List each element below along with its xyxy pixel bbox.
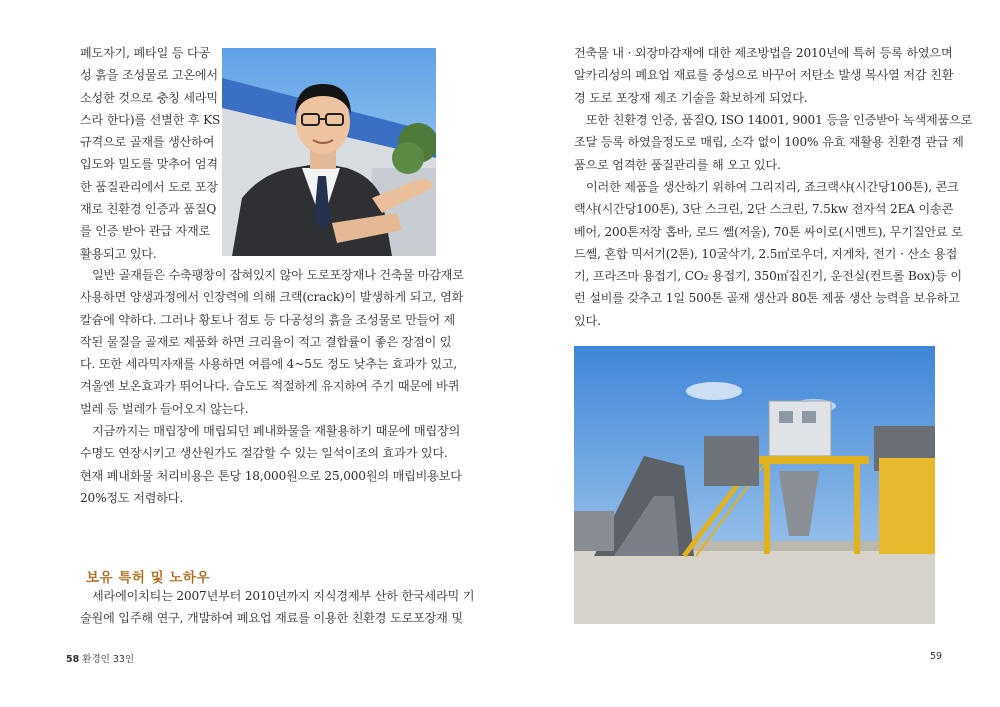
text-line: 드쎌, 혼합 믹서기(2톤), 10굴삭기, 2.5㎥로우더, 지게차, 전기 · 산소 용접 <box>574 246 958 261</box>
text-line: 조달 등록 하였을정도로 매립, 소각 없이 100% 유효 재활용 친환경 관급 제 <box>574 135 964 150</box>
text-line: 를 인증 받아 관급 자재로 <box>80 224 211 239</box>
text-line: 다. 또한 세라믹자재를 사용하면 여름에 4~5도 정도 낮추는 효과가 있고, <box>80 357 458 372</box>
text-line: 스라 한다)를 선별한 후 KS <box>80 112 221 127</box>
paragraph-cost-savings <box>80 420 462 509</box>
text-line: 술원에 입주해 연구, 개발하여 폐요업 재료를 이용한 친환경 도로포장재 및 <box>80 611 463 626</box>
text-line: 작된 물질을 골재로 제품화 하면 크리율이 적고 결합률이 좋은 장점이 있 <box>80 334 452 349</box>
page-number: 59 <box>930 651 943 662</box>
text-line: 활용되고 있다. <box>80 246 157 261</box>
text-line: 세라에이치티는 2007년부터 2010년까지 지식경제부 산하 한국세라믹 기 <box>92 589 475 603</box>
paragraph-patent-continued <box>574 42 954 109</box>
text-line: 벌레 등 벌레가 들어오지 않는다. <box>80 401 249 416</box>
paragraph-certification <box>574 109 973 176</box>
paragraph-ceramic-benefits <box>80 264 464 420</box>
portrait-photo <box>222 48 436 256</box>
text-line: 수명도 연장시키고 생산원가도 절감할 수 있는 일석이조의 효과가 있다. <box>80 446 448 461</box>
text-line: 지금까지는 매립장에 매립되던 폐내화물을 재활용하기 때문에 매립장의 <box>92 424 461 438</box>
page-footer-left <box>66 651 134 665</box>
text-line: 경 도로 포장재 제조 기술을 확보하게 되었다. <box>574 90 808 105</box>
text-line: 한 품질관리에서 도로 포장 <box>80 179 218 194</box>
text-line: 베어, 200톤저장 홉바, 로드 쎌(저울), 70톤 싸이로(시멘트), 무기질안료 로 <box>574 224 963 239</box>
text-line: 있다. <box>574 313 601 328</box>
text-line: 재로 친환경 인증과 품질Q <box>80 202 217 217</box>
text-line: 일반 골재들은 수축팽창이 잡혀있지 않아 도로포장재나 건축물 마감재로 <box>92 268 464 282</box>
text-line: 이러한 제품을 생산하기 위하여 그리지리, 죠크랙샤(시간당100톤), 콘크 <box>586 180 959 194</box>
paragraph-equipment <box>574 176 963 332</box>
text-line: 규격으로 골재를 생산하여 <box>80 135 215 150</box>
book-title: 환경인 33인 <box>82 654 135 665</box>
text-line: 또한 친환경 인증, 품질Q, ISO 14001, 9001 등을 인증받아 녹색제품으로 <box>586 113 973 127</box>
text-line: 사용하면 양생과정에서 인장력에 의해 크랙(crack)이 발생하게 되고, 염화 <box>80 290 464 305</box>
wrap-paragraph <box>80 42 221 265</box>
text-line: 칼슘에 약하다. 그러나 황토나 점토 등 다공성의 흙을 조성물로 만들어 제 <box>80 312 456 327</box>
paragraph-patents <box>80 585 475 630</box>
text-line: 건축물 내 · 외장마감재에 대한 제조방법을 2010년에 특허 등록 하였으며 <box>574 46 953 60</box>
text-line: 소성한 것으로 충칭 세라믹 <box>80 90 218 105</box>
section-heading-patents: 보유 특허 및 노하우 <box>86 570 210 586</box>
text-line: 런 설비를 갖추고 1일 500톤 골재 생산과 80톤 제품 생산 능력을 보유하고 <box>574 291 960 306</box>
text-line: 겨울엔 보온효과가 뛰어나다. 습도도 적절하게 유지하여 주기 때문에 바퀴 <box>80 379 460 394</box>
text-line: 입도와 밀도를 맞추어 엄격 <box>80 157 218 172</box>
text-line: 폐도자기, 폐타일 등 다공 <box>80 46 211 60</box>
text-line: 알카리성의 폐요업 재료를 중성으로 바꾸어 저탄소 발생 복사열 저감 친환 <box>574 68 954 83</box>
factory-photo <box>574 346 935 624</box>
text-line: 현재 폐내화물 처리비용은 톤당 18,000원으로 25,000원의 매립비용보다 <box>80 468 462 483</box>
page-footer-right <box>930 651 942 662</box>
right-page <box>500 0 1000 707</box>
text-line: 기, 프라즈마 용접기, CO₂ 용접기, 350㎡집진기, 운전실(컨트롤 Box)등 이 <box>574 269 962 284</box>
text-line: 랙샤(시간당100톤), 3단 스크린, 2단 스크린, 7.5kw 전자석 2EA 이송콘 <box>574 202 954 217</box>
text-line: 품으로 엄격한 품질관리를 해 오고 있다. <box>574 157 781 172</box>
page-number: 58 <box>66 654 80 665</box>
text-line: 20%정도 저렴하다. <box>80 490 184 505</box>
text-line: 성 흙을 조성물로 고온에서 <box>80 68 218 83</box>
